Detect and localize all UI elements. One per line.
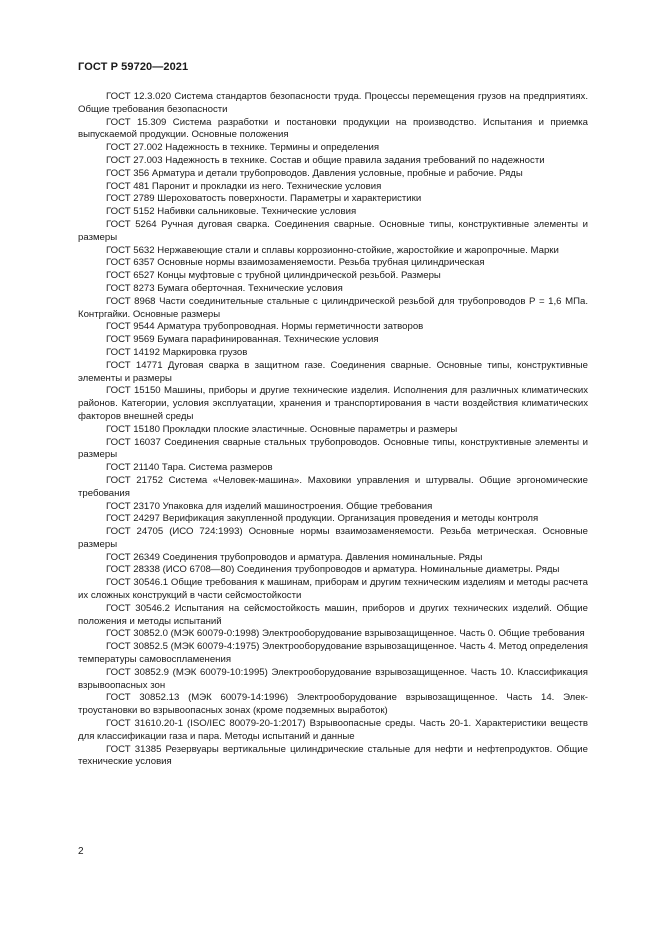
reference-entry: ГОСТ 9544 Арматура трубопроводная. Нормы герметичности затворов <box>106 321 424 333</box>
reference-entry: ГОСТ 15.309 Система разработки и постановки продукции на производство. Испытания и приемка выпускаемой продукции. Основные положения <box>78 116 588 141</box>
reference-entry: ГОСТ 27.002 Надежность в технике. Термины и определения <box>106 142 380 154</box>
reference-entry: ГОСТ 21140 Тара. Система размеров <box>106 462 273 474</box>
reference-entry: ГОСТ 8968 Части соединительные стальные с цилиндрической резьбой для трубопроводов Р = 1,6 МПа. Контргайки. Основные размеры <box>78 295 588 320</box>
reference-entry: ГОСТ 31385 Резервуары вертикальные цилиндрические стальные для нефти и нефтепродуктов. Общие технические условия <box>78 743 588 768</box>
reference-entry: ГОСТ 481 Паронит и прокладки из него. Технические условия <box>106 180 382 192</box>
page-number: 2 <box>78 846 84 857</box>
reference-entry: ГОСТ 2789 Шероховатость поверхности. Параметры и характеристики <box>106 193 422 205</box>
reference-entry: ГОСТ 15150 Машины, приборы и другие технические изделия. Исполнения для различных климатических районов. Категории, условия эксплуатации, хранения и транспортирования в части воздействия климатических факторов внешней среды <box>78 385 588 422</box>
reference-entry: ГОСТ 30852.13 (МЭК 60079-14:1996) Электрооборудование взрывозащищенное. Часть 14. Электроустановки во взрывоопасных зонах (кроме подземных выработок) <box>78 692 588 717</box>
reference-entry: ГОСТ 23170 Упаковка для изделий машиностроения. Общие требования <box>106 500 433 512</box>
reference-entry: ГОСТ 14771 Дуговая сварка в защитном газе. Соединения сварные. Основные типы, конструктивные элементы и размеры <box>78 359 588 384</box>
reference-entry: ГОСТ 5152 Набивки сальниковые. Технические условия <box>106 206 357 218</box>
reference-entry: ГОСТ 26349 Соединения трубопроводов и арматура. Давления номинальные. Ряды <box>106 551 483 563</box>
reference-entry: ГОСТ 24705 (ИСО 724:1993) Основные нормы взаимозаменяемости. Резьба метрическая. Основные размеры <box>78 526 588 550</box>
reference-entry: ГОСТ 30546.1 Общие требования к машинам, приборам и другим техническим изделиям и методы расчета их сложных конструкций в части сейсмостойкости <box>78 577 588 602</box>
reference-entry: ГОСТ 6527 Концы муфтовые с трубной цилиндрической резьбой. Размеры <box>106 270 441 282</box>
reference-entry: ГОСТ 16037 Соединения сварные стальных трубопроводов. Основные типы, конструктивные элементы и размеры <box>78 436 588 461</box>
reference-entry: ГОСТ 24297 Верификация закупленной продукции. Организация проведения и методы контроля <box>106 513 539 525</box>
normative-references-list <box>78 91 588 769</box>
reference-entry: ГОСТ 28338 (ИСО 6708—80) Соединения трубопроводов и арматура. Номинальные диаметры. Ряды <box>106 564 560 576</box>
reference-entry: ГОСТ 5632 Нержавеющие стали и сплавы коррозионно-стойкие, жаростойкие и жаропрочные. Марки <box>106 244 559 256</box>
reference-entry: ГОСТ 30852.0 (МЭК 60079-0:1998) Электрооборудование взрывозащищенное. Часть 0. Общие требования <box>106 628 585 640</box>
reference-entry: ГОСТ 21752 Система «Человек-машина». Маховики управления и штурвалы. Общие эргономические требования <box>78 474 588 499</box>
reference-entry: ГОСТ 30852.5 (МЭК 60079-4:1975) Электрооборудование взрывозащищенное. Часть 4. Метод определения температуры самовоспламенения <box>78 641 588 666</box>
reference-entry: ГОСТ 8273 Бумага оберточная. Технические условия <box>106 282 343 294</box>
reference-entry: ГОСТ 15180 Прокладки плоские эластичные. Основные параметры и размеры <box>106 423 458 435</box>
reference-entry: ГОСТ 6357 Основные нормы взаимозаменяемости. Резьба трубная цилиндрическая <box>106 257 485 269</box>
reference-entry: ГОСТ 5264 Ручная дуговая сварка. Соединения сварные. Основные типы, конструктивные элементы и размеры <box>78 218 588 243</box>
document-header: ГОСТ Р 59720—2021 <box>78 61 189 73</box>
reference-entry: ГОСТ 12.3.020 Система стандартов безопасности труда. Процессы перемещения грузов на предприятиях. Общие требования безопасности <box>78 91 588 115</box>
reference-entry: ГОСТ 30546.2 Испытания на сейсмостойкость машин, приборов и других технических изделий. Общие положения и методы испытаний <box>78 602 588 627</box>
reference-entry: ГОСТ 9569 Бумага парафинированная. Технические условия <box>106 334 379 346</box>
reference-entry: ГОСТ 27.003 Надежность в технике. Состав и общие правила задания требований по надежности <box>106 154 545 166</box>
reference-entry: ГОСТ 31610.20-1 (ISO/IEC 80079-20-1:2017) Взрывоопасные среды. Часть 20-1. Характеристики веществ для классификации газа и пара. Методы испытаний и данные <box>78 718 588 742</box>
reference-entry: ГОСТ 30852.9 (МЭК 60079-10:1995) Электрооборудование взрывозащищенное. Часть 10. Классификация взрывоопасных зон <box>78 666 588 691</box>
reference-entry: ГОСТ 14192 Маркировка грузов <box>106 346 248 358</box>
reference-entry: ГОСТ 356 Арматура и детали трубопроводов. Давления условные, пробные и рабочие. Ряды <box>106 167 523 179</box>
